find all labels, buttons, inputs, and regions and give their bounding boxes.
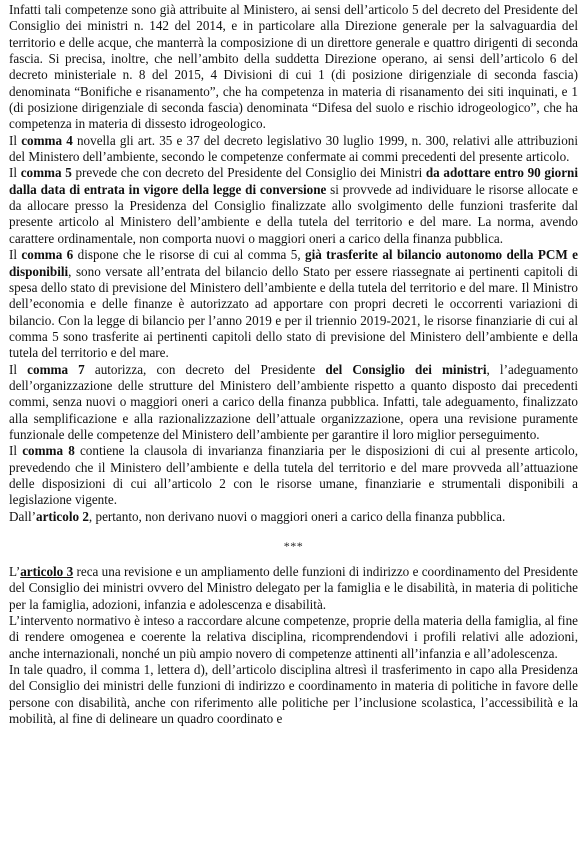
emphasis-text: comma 7 — [27, 361, 85, 377]
body-paragraph — [9, 362, 578, 444]
emphasis-text: articolo 3 — [20, 564, 74, 579]
emphasis-text: del Consiglio dei ministri — [325, 361, 487, 377]
body-paragraph — [9, 443, 578, 508]
emphasis-text: già trasferite al bilancio autonomo della PCM e disponibili — [9, 247, 579, 279]
text-run: Infatti tali competenze sono già attribuite al Ministero, ai sensi dell’articolo 5 del decreto del Presidente del Consiglio dei ministri n. 142 del 2014, e in particolare alla Direzione generale per la salvaguardia del territorio e delle acque, che manterrà la composizione di un direttore generale e quattro dirigenti di seconda fascia. Si precisa, inoltre, che nell’ambito della suddetta Direzione operano, ai sensi dell’articolo 6 del decreto ministeriale n. 8 del 2015, 4 Divisioni di cui 1 (di posizione dirigenziale di seconda fascia) denominata “Bonifiche e risanamento”, che ha competenza in materia di risanamento dei siti inquinati, e 1 (di posizione dirigenziale di seconda fascia) denominata “Difesa del suolo e rischio idrogeologico”, che ha competenza in materia di dissesto idrogeologico. — [9, 2, 578, 132]
text-run: , pertanto, non derivano nuovi o maggiori oneri a carico della finanza pubblica. — [88, 508, 506, 524]
text-run: , l’adeguamento dell’organizzazione delle strutture del Ministero dell’ambiente rispetto a quanto disposto dai precedenti commi, senza nuovi o maggiori oneri a carico della finanza pubblica. Infatti, tale adeguamento, finalizzato alla semplificazione e alla razionalizzazione dell’attuale organizzazione, opera una revisione puramente funzionale delle competenze del Ministero dell’ambiente per garantire il loro miglior perseguimento. — [9, 361, 579, 442]
emphasis-text: comma 4 — [21, 132, 73, 148]
text-run: Il — [9, 247, 22, 263]
emphasis-text: comma 5 — [20, 165, 72, 181]
text-run: dispone che le risorse di cui al comma 5, — [73, 247, 305, 263]
text-run: Dall’ — [9, 508, 36, 524]
emphasis-text: comma 8 — [22, 443, 75, 459]
emphasis-text: comma 6 — [21, 247, 74, 263]
body-paragraph — [9, 662, 578, 727]
body-paragraph — [9, 509, 578, 525]
section-separator: *** — [283, 539, 304, 553]
text-run: Il — [9, 361, 28, 377]
text-run: L’intervento normativo è inteso a raccordare alcune competenze, proprie della materia della famiglia, al fine di rendere omogenea e coerente la relativa disciplina, ricomprendendovi i profili relativi alle adozioni, anche internazionali, nonché un più ampio novero di competenze attinenti all’infanzia e all’adolescenza. — [9, 613, 578, 661]
body-paragraph — [9, 2, 578, 133]
emphasis-text: da adottare entro 90 giorni dalla data di entrata in vigore della legge di conversione — [9, 165, 578, 197]
text-run: Il — [9, 443, 23, 459]
text-run: reca una revisione e un ampliamento delle funzioni di indirizzo e coordinamento del Presidente del Consiglio dei ministri ovvero del Ministro delegato per la famiglia e le disabilità, in materia di politiche per la famiglia, adozioni, infanzia e adolescenza e disabilità. — [9, 564, 578, 612]
body-paragraph — [9, 165, 578, 247]
text-run: In tale quadro, il comma 1, lettera d), dell’articolo disciplina altresì il trasferimento in capo alla Presidenza del Consiglio dei ministri delle funzioni di indirizzo e coordinamento in materia di politiche in favore delle persone con disabilità, anche con riferimento alle politiche per l’inclusione scolastica, l’accessibilità e la mobilità, al fine di delineare un quadro coordinato e — [9, 662, 578, 727]
body-paragraph — [9, 133, 578, 166]
text-run: prevede che con decreto del Presidente del Consiglio dei Ministri — [71, 165, 426, 181]
text-run: Il — [9, 165, 21, 181]
text-run: , sono versate all’entrata del bilancio dello Stato per essere riassegnate ai pertinenti capitoli di spesa dello stato di previsione del Ministero dell’ambiente e della tutela del territorio e del mare. Il Ministro dell’economia e delle finanze è autorizzato ad apportare con propri decreti le occorrenti variazioni di bilancio. Con la legge di bilancio per l’anno 2019 e per il triennio 2019-2021, le risorse finanziarie di cui al comma 5 sono trasferite ai pertinenti capitoli dello stato di previsione del Ministero dell’ambiente e della tutela del territorio e del mare. — [9, 263, 578, 361]
text-run: si provvede ad individuare le risorse allocate e da allocare presso la Presidenza del Consiglio finalizzate allo svolgimento delle funzioni trasferite dal presente articolo al Ministero dell’ambiente e della tutela del territorio e del mare. La norma, avendo carattere ordinamentale, non comporta nuovi o maggiori oneri a carico della finanza pubblica. — [9, 181, 578, 246]
text-run: Il — [9, 132, 22, 148]
body-paragraph — [9, 247, 578, 361]
body-paragraph — [9, 613, 578, 662]
text-run: L’ — [9, 564, 21, 579]
text-run: autorizza, con decreto del Presidente — [84, 361, 326, 377]
body-paragraph — [9, 564, 578, 613]
text-run: contiene la clausola di invarianza finanziaria per le disposizioni di cui al presente articolo, prevedendo che il Ministero dell’ambiente e della tutela del territorio e del mare provveda all’attuazione delle disposizioni di cui all’articolo 2 con le risorse umane, finanziarie e strumentali disponibili a legislazione vigente. — [9, 443, 579, 508]
text-run: novella gli art. 35 e 37 del decreto legislativo 30 luglio 1999, n. 300, relativi alle attribuzioni del Ministero dell’ambiente, secondo le competenze confermate ai commi precedenti del presente articolo. — [9, 132, 578, 165]
emphasis-text: articolo 2 — [36, 508, 89, 524]
